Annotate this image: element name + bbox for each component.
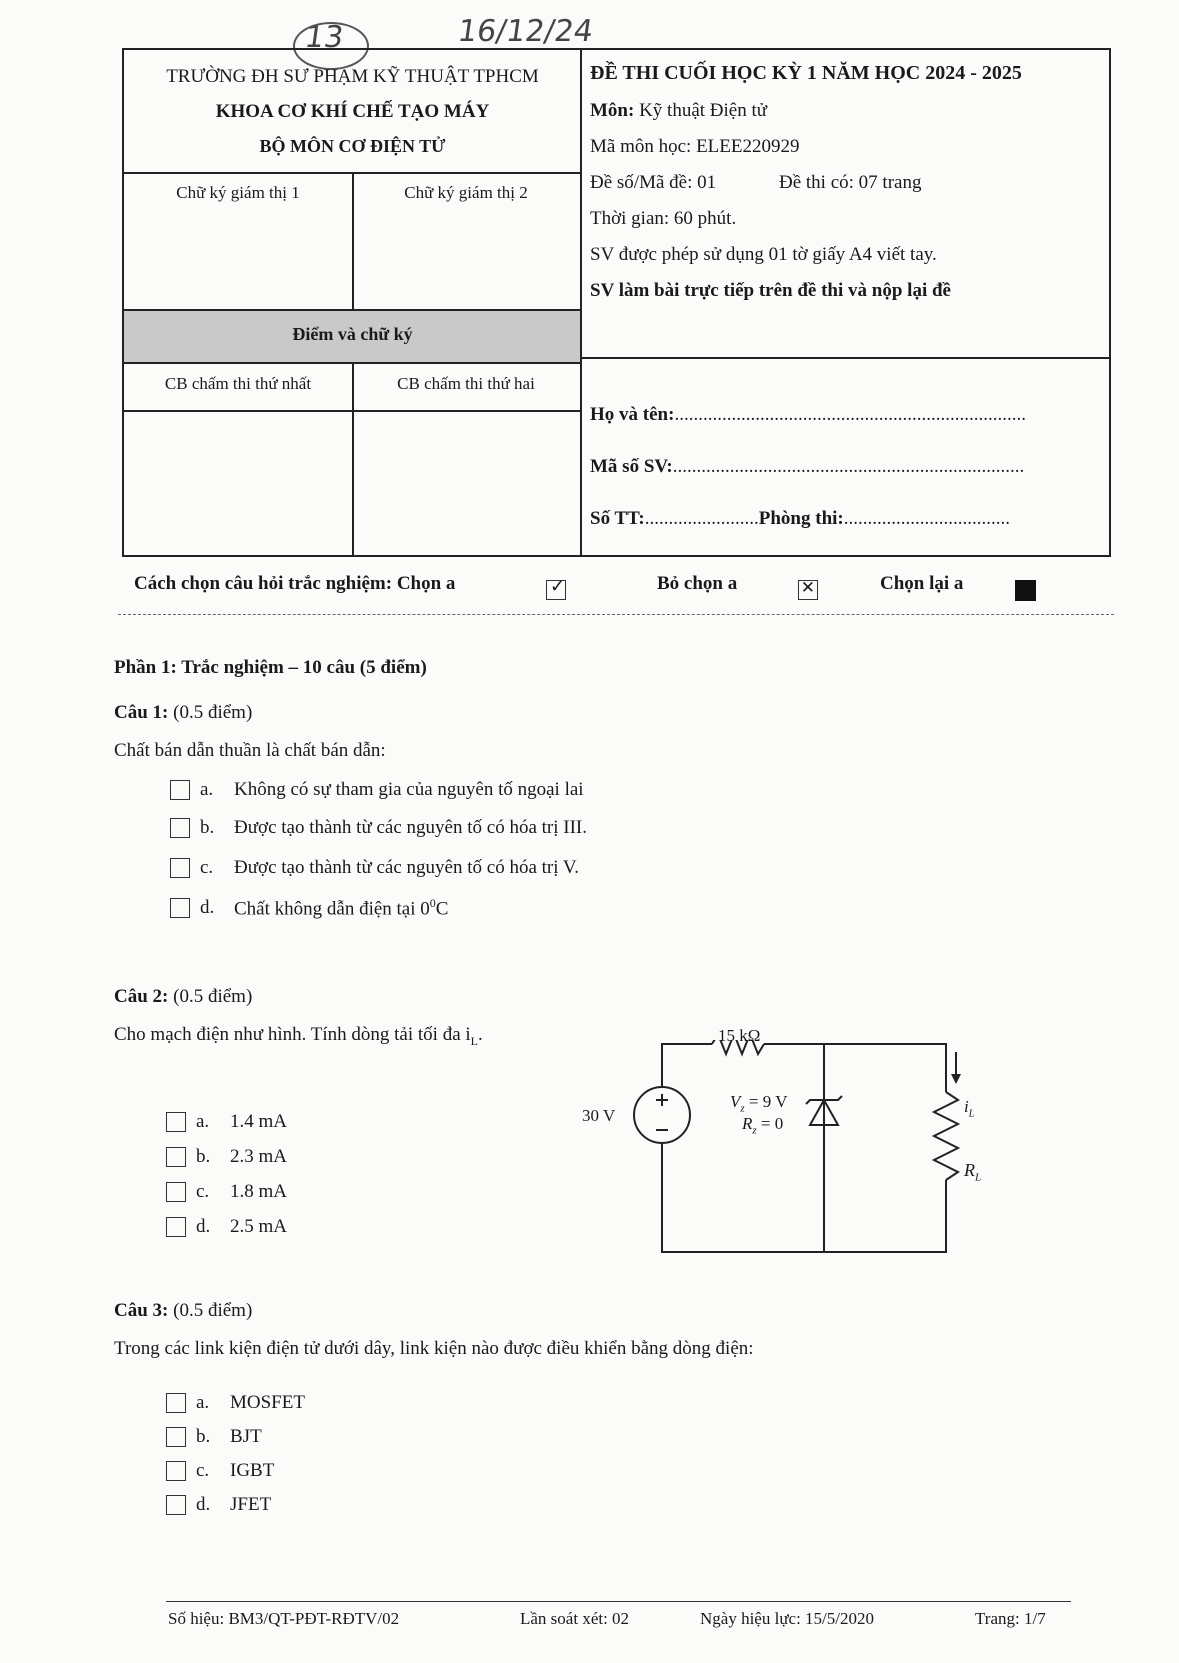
checkbox[interactable] bbox=[166, 1112, 186, 1132]
exam-header-table bbox=[122, 48, 1111, 557]
exam-time: Thời gian: 60 phút. bbox=[590, 208, 737, 229]
footer-revision: Lần soát xét: 02 bbox=[520, 1609, 630, 1628]
checkbox[interactable] bbox=[166, 1495, 186, 1515]
handwritten-number: 13 bbox=[302, 20, 346, 55]
subject: Môn: Kỹ thuật Điện tử bbox=[590, 100, 768, 121]
question-2-text: Cho mạch điện như hình. Tính dòng tải tối đa $i_L$. bbox=[114, 1024, 483, 1048]
q2-option-c[interactable]: c. 1.8 mA bbox=[166, 1181, 287, 1203]
checkbox[interactable] bbox=[166, 1427, 186, 1447]
proctor1-label: Chữ ký giám thị 1 bbox=[176, 183, 300, 202]
student-id-field[interactable]: Mã số SV:.......................................................................... bbox=[590, 456, 1025, 477]
rz-label: $R_z = 0$ bbox=[742, 1114, 784, 1137]
q1-option-b[interactable]: b. Được tạo thành từ các nguyên tố có hóa trị III. bbox=[170, 817, 587, 839]
checkbox[interactable] bbox=[170, 858, 190, 878]
footer-effective-date: Ngày hiệu lực: 15/5/2020 bbox=[700, 1609, 874, 1628]
checkbox[interactable] bbox=[170, 780, 190, 800]
exam-number: Đề số/Mã đề: 01 bbox=[590, 172, 717, 193]
footer bbox=[166, 1601, 1071, 1602]
course-code: Mã môn học: ELEE220929 bbox=[590, 136, 800, 157]
il-label: $i_L$ bbox=[964, 1097, 975, 1120]
legend-how: Cách chọn câu hỏi trắc nghiệm: Chọn a bbox=[134, 573, 456, 594]
part1-title: Phần 1: Trắc nghiệm – 10 câu (5 điểm) bbox=[114, 657, 427, 678]
legend-deselect: Bỏ chọn a bbox=[657, 573, 738, 594]
question-1-header: Câu 1: (0.5 điểm) bbox=[114, 702, 253, 723]
question-1-text: Chất bán dẫn thuần là chất bán dẫn: bbox=[114, 740, 386, 761]
checkbox[interactable] bbox=[170, 898, 190, 918]
checkbox[interactable] bbox=[170, 818, 190, 838]
footer-page: Trang: 1/7 bbox=[975, 1609, 1046, 1628]
rl-label: $R_L$ bbox=[964, 1160, 982, 1184]
school-name: TRƯỜNG ĐH SƯ PHẠM KỸ THUẬT TPHCM bbox=[166, 66, 539, 87]
student-name-field[interactable]: Họ và tên:.......................................................................... bbox=[590, 404, 1026, 425]
filled-box-icon bbox=[1015, 580, 1036, 601]
question-3-text: Trong các link kiện điện tử dưới dây, link kiện nào được điều khiển bằng dòng điện: bbox=[114, 1338, 754, 1359]
page-count: Đề thi có: 07 trang bbox=[779, 172, 922, 193]
handwritten-date: 16/12/24 bbox=[455, 14, 596, 49]
q2-option-b[interactable]: b. 2.3 mA bbox=[166, 1146, 287, 1168]
zener-circuit-diagram bbox=[570, 1040, 1010, 1260]
crossed-box-icon: ✕ bbox=[798, 580, 818, 600]
checkbox[interactable] bbox=[166, 1393, 186, 1413]
q3-option-a[interactable]: a. MOSFET bbox=[166, 1392, 305, 1414]
q1-option-a[interactable]: a. Không có sự tham gia của nguyên tố ngoại lai bbox=[170, 779, 584, 801]
faculty-name: KHOA CƠ KHÍ CHẾ TẠO MÁY bbox=[215, 101, 490, 122]
exam-title: ĐỀ THI CUỐI HỌC KỲ 1 NĂM HỌC 2024 - 2025 bbox=[590, 62, 1022, 84]
question-2-header: Câu 2: (0.5 điểm) bbox=[114, 986, 253, 1007]
instruction: SV làm bài trực tiếp trên đề thi và nộp lại đề bbox=[590, 280, 951, 301]
checkbox[interactable] bbox=[166, 1147, 186, 1167]
load-resistor-icon bbox=[934, 1092, 958, 1180]
checkbox[interactable] bbox=[166, 1461, 186, 1481]
vz-label: $V_z = 9$ V bbox=[730, 1092, 788, 1115]
footer-doc-code: Số hiệu: BM3/QT-PĐT-RĐTV/02 bbox=[168, 1609, 400, 1628]
divider bbox=[118, 614, 1114, 615]
grader1-label: CB chấm thi thứ nhất bbox=[164, 374, 312, 393]
q1-option-c[interactable]: c. Được tạo thành từ các nguyên tố có hóa trị V. bbox=[170, 857, 579, 879]
question-3-header: Câu 3: (0.5 điểm) bbox=[114, 1300, 253, 1321]
seq-room-field[interactable]: Số TT:........................Phòng thi:................................... bbox=[590, 508, 1010, 529]
score-sign-label: Điểm và chữ ký bbox=[292, 324, 413, 344]
q3-option-b[interactable]: b. BJT bbox=[166, 1426, 262, 1448]
q2-option-d[interactable]: d. 2.5 mA bbox=[166, 1216, 287, 1238]
grader2-label: CB chấm thi thứ hai bbox=[397, 374, 535, 393]
allowed-materials: SV được phép sử dụng 01 tờ giấy A4 viết tay. bbox=[590, 244, 937, 265]
q3-option-c[interactable]: c. IGBT bbox=[166, 1460, 274, 1482]
legend-reselect: Chọn lại a bbox=[880, 573, 964, 594]
resistor-label: 15 kΩ bbox=[718, 1026, 761, 1045]
source-label: 30 V bbox=[582, 1106, 616, 1125]
proctor2-label: Chữ ký giám thị 2 bbox=[404, 183, 528, 202]
department-name: BỘ MÔN CƠ ĐIỆN TỬ bbox=[259, 136, 446, 156]
q3-option-d[interactable]: d. JFET bbox=[166, 1494, 271, 1516]
checked-box-icon: ✓ bbox=[546, 580, 566, 600]
checkbox[interactable] bbox=[166, 1182, 186, 1202]
checkbox[interactable] bbox=[166, 1217, 186, 1237]
q2-option-a[interactable]: a. 1.4 mA bbox=[166, 1111, 287, 1133]
q1-option-d[interactable]: d. Chất không dẫn điện tại $0^0C$ bbox=[170, 896, 448, 920]
